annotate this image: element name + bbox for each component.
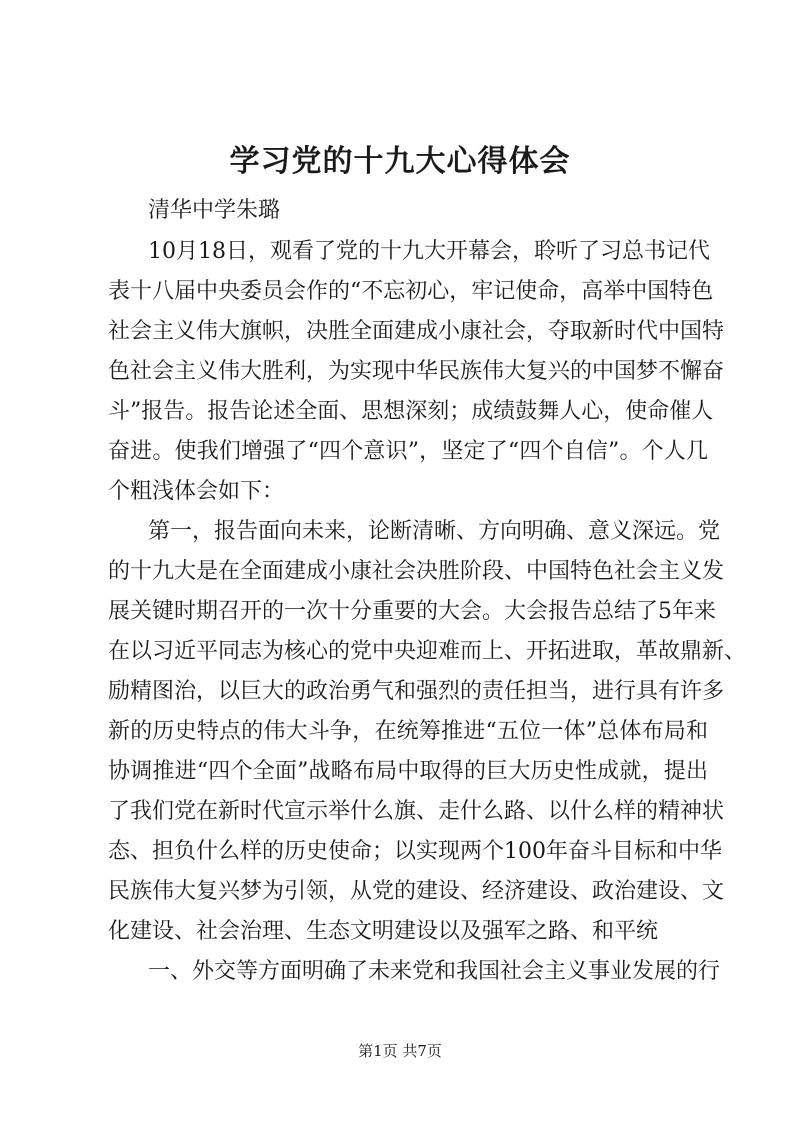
paragraph-line: 协调推进“四个全面”战略布局中取得的巨大历史性成就，提出 <box>108 759 708 784</box>
paragraph-line: 个粗浅体会如下： <box>108 479 285 504</box>
page-title: 学习党的十九大心得体会 <box>229 144 571 179</box>
paragraph-line: 一、外交等方面明确了未来党和我国社会主义事业发展的行 <box>148 959 721 984</box>
paragraph-line: 展关键时期召开的一次十分重要的大会。大会报告总结了5年来 <box>108 599 716 624</box>
paragraph-line: 色社会主义伟大胜利，为实现中华民族伟大复兴的中国梦不懈奋 <box>108 359 725 384</box>
paragraph-line: 化建设、社会治理、生态文明建设以及强军之路、和平统 <box>108 919 659 944</box>
paragraph-line: 第一，报告面向未来，论断清晰、方向明确、意义深远。党 <box>148 519 721 544</box>
paragraph-line: 表十八届中央委员会作的“不忘初心，牢记使命，高举中国特色 <box>108 279 714 304</box>
paragraph-line: 态、担负什么样的历史使命；以实现两个100年奋斗目标和中华 <box>108 839 722 864</box>
paragraph-line: 民族伟大复兴梦为引领，从党的建设、经济建设、政治建设、文 <box>108 879 725 904</box>
page-indicator: 第1页 共7页 <box>358 1042 442 1060</box>
paragraph-line: 的十九大是在全面建成小康社会决胜阶段、中国特色社会主义发 <box>108 559 725 584</box>
paragraph-line: 社会主义伟大旗帜，决胜全面建成小康社会，夺取新时代中国特 <box>108 319 725 344</box>
paragraph-line: 了我们党在新时代宣示举什么旗、走什么路、以什么样的精神状 <box>108 799 725 824</box>
paragraph-line: 斗”报告。报告论述全面、思想深刻；成绩鼓舞人心，使命催人 <box>108 399 714 424</box>
paragraph-line: 10月18日，观看了党的十九大开幕会，聆听了习总书记代 <box>148 239 710 264</box>
paragraph-line: 奋进。使我们增强了“四个意识”，坚定了“四个自信”。个人几 <box>108 439 708 464</box>
paragraph-line: 新的历史特点的伟大斗争，在统筹推进“五位一体”总体布局和 <box>108 719 708 744</box>
paragraph-line: 在以习近平同志为核心的党中央迎难而上、开拓进取，革故鼎新、 <box>108 639 747 664</box>
paragraph-line: 励精图治，以巨大的政治勇气和强烈的责任担当，进行具有许多 <box>108 679 725 704</box>
author-line: 清华中学朱璐 <box>148 198 281 223</box>
